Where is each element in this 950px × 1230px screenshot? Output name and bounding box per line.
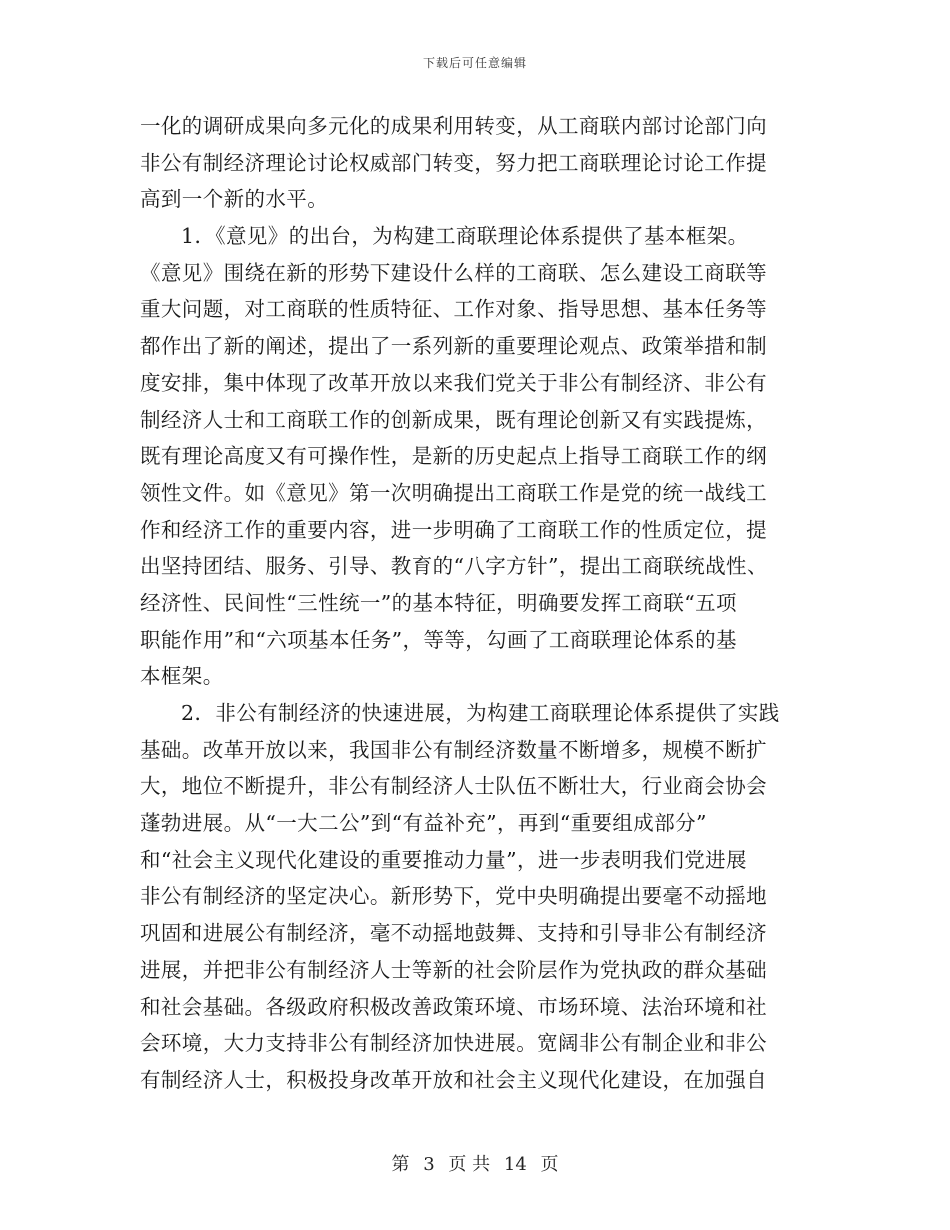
text-line: 巩固和进展公有制经济，毫不动摇地鼓舞、支持和引导非公有制经济 <box>140 921 767 946</box>
text-line: 《意见》围绕在新的形势下建设什么样的工商联、怎么建设工商联等 <box>140 260 767 285</box>
text-line: 和“社会主义现代化建设的重要推动力量”，进一步表明我们党进展 <box>140 847 747 872</box>
text-line: 有制经济人士，积极投身改革开放和社会主义现代化建设，在加强自 <box>140 1067 767 1092</box>
text-line: 制经济人士和工商联工作的创新成果，既有理论创新又有实践提炼， <box>140 407 767 432</box>
text-line: 本框架。 <box>140 664 224 689</box>
text-line: 大，地位不断提升，非公有制经济人士队伍不断壮大，行业商会协会 <box>140 774 767 799</box>
page-header: 下载后可任意编辑 <box>422 56 527 70</box>
text-line: 非公有制经济的坚定决心。新形势下，党中央明确提出要毫不动摇地 <box>140 884 767 909</box>
text-line: 出坚持团结、服务、引导、教育的“八字方针”，提出工商联统战性、 <box>140 554 768 579</box>
text-line: 非公有制经济理论讨论权威部门转变，努力把工商联理论讨论工作提 <box>140 150 767 175</box>
page-footer <box>0 1150 950 1176</box>
footer-suffix: 页 <box>540 1154 559 1175</box>
footer-prefix: 第 <box>391 1154 410 1175</box>
text-line: 高到一个新的水平。 <box>140 187 329 212</box>
footer-middle: 页 共 <box>448 1154 491 1175</box>
text-line: 蓬勃进展。从“一大二公”到“有益补充”，再到“重要组成部分” <box>140 811 707 836</box>
text-line: 2．非公有制经济的快速进展，为构建工商联理论体系提供了实践 <box>181 701 780 725</box>
text-line: 基础。改革开放以来，我国非公有制经济数量不断增多，规模不断扩 <box>140 737 767 762</box>
text-line: 既有理论高度又有可操作性，是新的历史起点上指导工商联工作的纲 <box>140 444 767 469</box>
text-line: 领性文件。如《意见》第一次明确提出工商联工作是党的统一战线工 <box>140 480 767 505</box>
text-line: 会环境，大力支持非公有制经济加快进展。宽阔非公有制企业和非公 <box>140 1031 767 1056</box>
text-line: 作和经济工作的重要内容，进一步明确了工商联工作的性质定位，提 <box>140 517 767 542</box>
text-line: 重大问题，对工商联的性质特征、工作对象、指导思想、基本任务等 <box>140 297 767 322</box>
document-body <box>140 108 820 1099</box>
text-line: 1．《意见》的出台，为构建工商联理论体系提供了基本框架。 <box>181 224 749 249</box>
text-line: 职能作用”和“六项基本任务”，等等，勾画了工商联理论体系的基 <box>140 627 737 652</box>
text-line: 都作出了新的阐述，提出了一系列新的重要理论观点、政策举措和制 <box>140 334 767 359</box>
footer-page-number: 3 <box>423 1154 435 1175</box>
text-line: 一化的调研成果向多元化的成果利用转变，从工商联内部讨论部门向 <box>140 114 767 138</box>
text-line: 进展，并把非公有制经济人士等新的社会阶层作为党执政的群众基础 <box>140 957 767 982</box>
text-line: 经济性、民间性“三性统一”的基本特征，明确要发挥工商联“五项 <box>140 590 737 615</box>
footer-total-pages: 14 <box>503 1154 527 1175</box>
text-line: 和社会基础。各级政府积极改善政策环境、市场环境、法治环境和社 <box>140 994 767 1019</box>
text-line: 度安排，集中体现了改革开放以来我们党关于非公有制经济、非公有 <box>140 370 767 395</box>
